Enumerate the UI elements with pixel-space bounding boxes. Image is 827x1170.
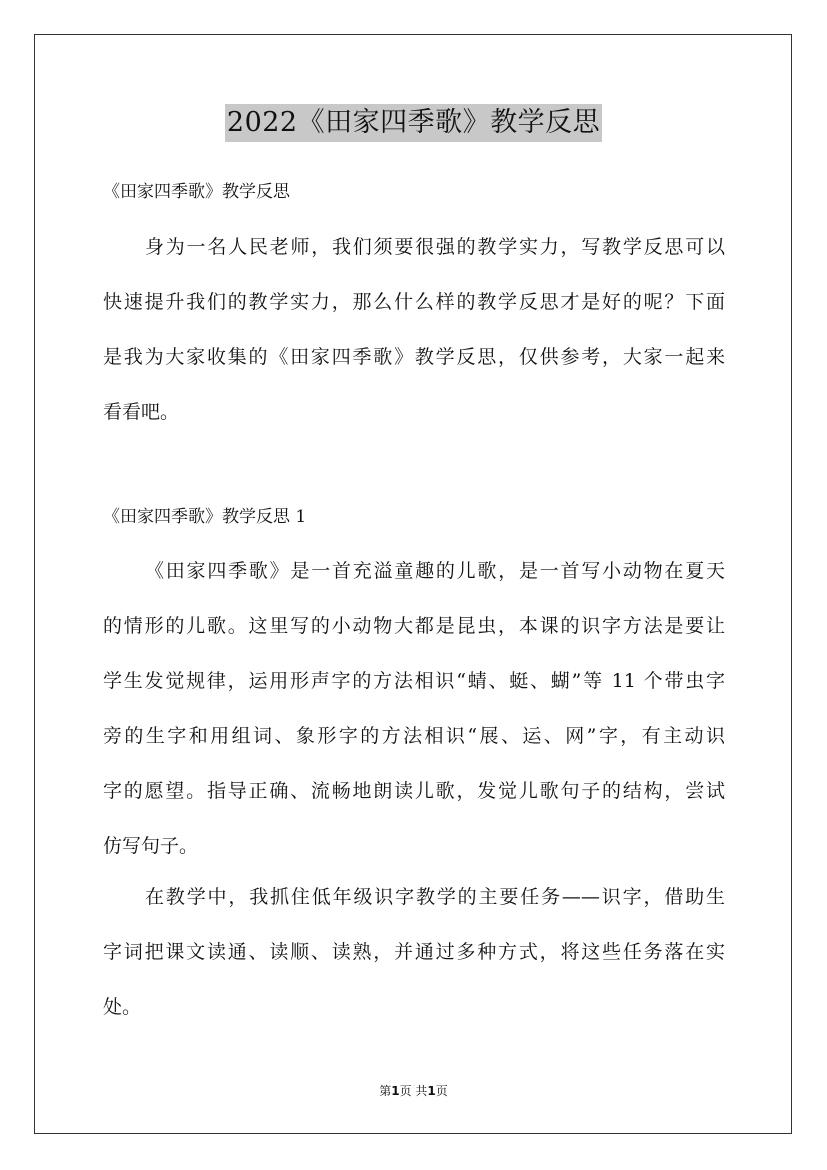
- s1p1-line-2: 的情形的儿歌。这里写的小动物大都是昆虫，本课的识字方法是要让: [103, 615, 725, 637]
- footer-page-total: 1: [427, 1084, 436, 1098]
- section1-heading: 《田家四季歌》教学反思 1: [103, 507, 307, 527]
- s1p1-line-5: 字的愿望。指导正确、流畅地朗读儿歌，发觉儿歌句子的结构，尝试: [103, 780, 725, 802]
- footer-page-suffix: 页: [435, 1084, 448, 1098]
- footer-page-mid: 页 共: [399, 1084, 428, 1098]
- intro-line-2: 快速提升我们的教学实力，那么什么样的教学反思才是好的呢？下面: [103, 291, 725, 313]
- intro-line-4: 看看吧。: [103, 401, 180, 423]
- s1p2-line-1: 在教学中，我抓住低年级识字教学的主要任务——识字，借助生: [145, 886, 725, 908]
- footer-page-prefix: 第: [379, 1084, 392, 1098]
- intro-line-1: 身为一名人民老师，我们须要很强的教学实力，写教学反思可以: [145, 236, 725, 258]
- s1p1-line-4: 旁的生字和用组词、象形字的方法相识“展、运、网”字，有主动识: [103, 725, 725, 747]
- s1p1-line-3: 学生发觉规律，运用形声字的方法相识“蜻、蜓、蝴”等 11 个带虫字: [103, 670, 725, 692]
- title-container: [0, 104, 827, 142]
- footer-page-current: 1: [391, 1084, 400, 1098]
- s1p2-line-2: 字词把课文读通、读顺、读熟，并通过多种方式，将这些任务落在实: [103, 941, 725, 963]
- s1p1-line-1: 《田家四季歌》是一首充溢童趣的儿歌，是一首写小动物在夏天: [145, 560, 725, 582]
- page-footer: [0, 1082, 827, 1100]
- document-title: 2022《田家四季歌》教学反思: [225, 104, 602, 142]
- intro-heading: 《田家四季歌》教学反思: [103, 182, 290, 202]
- s1p1-line-6: 仿写句子。: [103, 835, 199, 857]
- intro-line-3: 是我为大家收集的《田家四季歌》教学反思，仅供参考，大家一起来: [103, 346, 725, 368]
- s1p2-line-3: 处。: [103, 996, 142, 1018]
